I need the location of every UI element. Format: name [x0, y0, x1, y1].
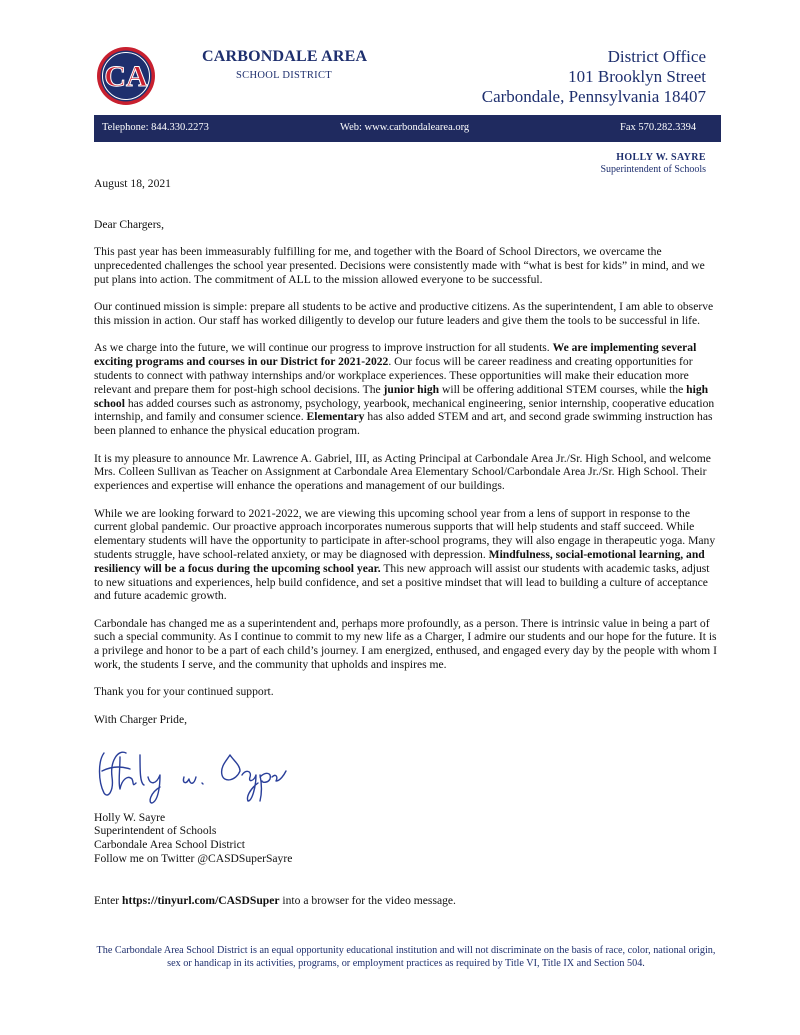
- fax-text: Fax 570.282.3394: [620, 122, 697, 133]
- paragraph-4: It is my pleasure to announce Mr. Lawrence A. Gabriel, III, as Acting Principal at Carbondale Area Jr./Sr. High School, and welcome Mrs. Colleen Sullivan as Teacher on Assignment at Carbondale Area Elementary School/Carbondale Area Jr./Sr. High School. Their experiences and expertise will enhance the operations and management of our buildings.: [94, 451, 711, 493]
- p3-bold-elementary: Elementary: [306, 410, 365, 424]
- telephone-text: Telephone: 844.330.2273: [102, 122, 209, 133]
- district-subtitle: SCHOOL DISTRICT: [236, 70, 332, 81]
- video-text: Enter: [94, 893, 123, 907]
- signature-block: [94, 811, 718, 866]
- video-text: into a browser for the video message.: [279, 893, 456, 907]
- p3-text: . Our focus will be career readiness and creating opportunities for students to connect with pathway internships and/or workplace experiences. These opportunities will make their education more relevant and prepare them for post-high school decisions. The: [94, 355, 693, 396]
- p5-text: While we are looking forward to 2021-2022, we are viewing this upcoming school year from a lens of support in response to the current global pandemic. Our proactive approach incorporates numerous supports that will help students and staff succeed. While elementary students will have the opportunity to participate in after-school programs, they will also engage in therapeutic yoga. Many students struggle, have school-related anxiety, or may be diagnosed with depression.: [94, 506, 716, 561]
- handwritten-signature: [90, 731, 290, 807]
- p3-bold-programs: We are implementing several exciting programs and courses in our District for 2021-2022: [94, 341, 697, 369]
- superintendent-title: Superintendent of Schools: [600, 164, 706, 175]
- district-logo: [96, 46, 156, 106]
- district-name: CARBONDALE AREA: [202, 48, 368, 65]
- video-message-line: [94, 894, 718, 908]
- paragraph-3: [94, 341, 718, 438]
- office-title: District Office: [607, 47, 706, 66]
- website-text: Web: www.carbondalearea.org: [340, 122, 470, 133]
- signature-name: Holly W. Sayre: [94, 810, 166, 824]
- superintendent-name: HOLLY W. SAYRE: [616, 152, 706, 163]
- signature-organization: Carbondale Area School District: [94, 838, 246, 852]
- office-street: 101 Brooklyn Street: [568, 67, 706, 86]
- equal-opportunity-footer: The Carbondale Area School District is an equal opportunity educational institution and will not discriminate on the basis of race, color, national origin, sex or handicap in its activities, programs, or employment practices as required by Title VI, Title IX and Section 504.: [96, 945, 716, 969]
- greeting: Dear Chargers,: [94, 217, 164, 231]
- paragraph-5: [94, 507, 718, 604]
- paragraph-6: Carbondale has changed me as a superintendent and, perhaps more profoundly, as a person. There is intrinsic value in being a part of such a special community. As I continue to commit to my new life as a Charger, I admire our students and our hope for the future. It is a privilege and honor to be a part of each child’s journey. I am energized, enthused, and engaged every day by the people with whom I work, the students I serve, and the community that upholds and inspires me.: [94, 616, 717, 672]
- contact-bar: [94, 115, 721, 142]
- paragraph-1: This past year has been immeasurably fulfilling for me, and together with the Board of School Directors, we overcame the unprecedented challenges the school year presented. Decisions were consistently made with “what is best for kids” in mind, and we put plans into action. The commitment of ALL to the mission allowed everyone to be successful.: [94, 245, 705, 286]
- p5-text: This new approach will assist our students with academic tasks, adjust to new situations and experiences, help build confidence, and set a positive mindset that will lead to building a culture of acceptance and future academic growth.: [94, 561, 710, 603]
- p3-text: has added courses such as astronomy, psychology, yearbook, mechanical engineering, senior internship, cooperative education internship, and family and consumer science.: [94, 396, 715, 424]
- p3-text: As we charge into the future, we will continue our progress to improve instruction for all students.: [94, 341, 553, 355]
- p3-text: has also added STEM and art, and second grade swimming instruction has been planned to enhance the physical education program.: [94, 410, 713, 438]
- video-url[interactable]: https://tinyurl.com/CASDSuper: [122, 893, 280, 907]
- twitter-handle: Follow me on Twitter @CASDSuperSayre: [94, 852, 293, 866]
- p3-text: will be offering additional STEM courses, while the: [439, 382, 687, 396]
- signature-title: Superintendent of Schools: [94, 824, 217, 838]
- p5-bold-focus: Mindfulness, social-emotional learning, and resiliency will be a focus during the upcoming school year.: [94, 547, 705, 575]
- thanks-line: Thank you for your continued support.: [94, 685, 274, 699]
- paragraph-2: Our continued mission is simple: prepare all students to be active and productive citizens. As the superintendent, I am able to observe this mission in action. Our staff has worked diligently to develop our future leaders and give them the tools to be successful in life.: [94, 300, 714, 327]
- p3-bold-high-school: high school: [94, 382, 709, 410]
- office-city: Carbondale, Pennsylvania 18407: [481, 87, 706, 106]
- logo-lettering: CA: [104, 60, 148, 93]
- p3-bold-junior-high: junior high: [383, 382, 440, 396]
- letter-date: August 18, 2021: [94, 177, 171, 190]
- letter-body: [94, 177, 718, 921]
- closing-line: With Charger Pride,: [94, 712, 188, 726]
